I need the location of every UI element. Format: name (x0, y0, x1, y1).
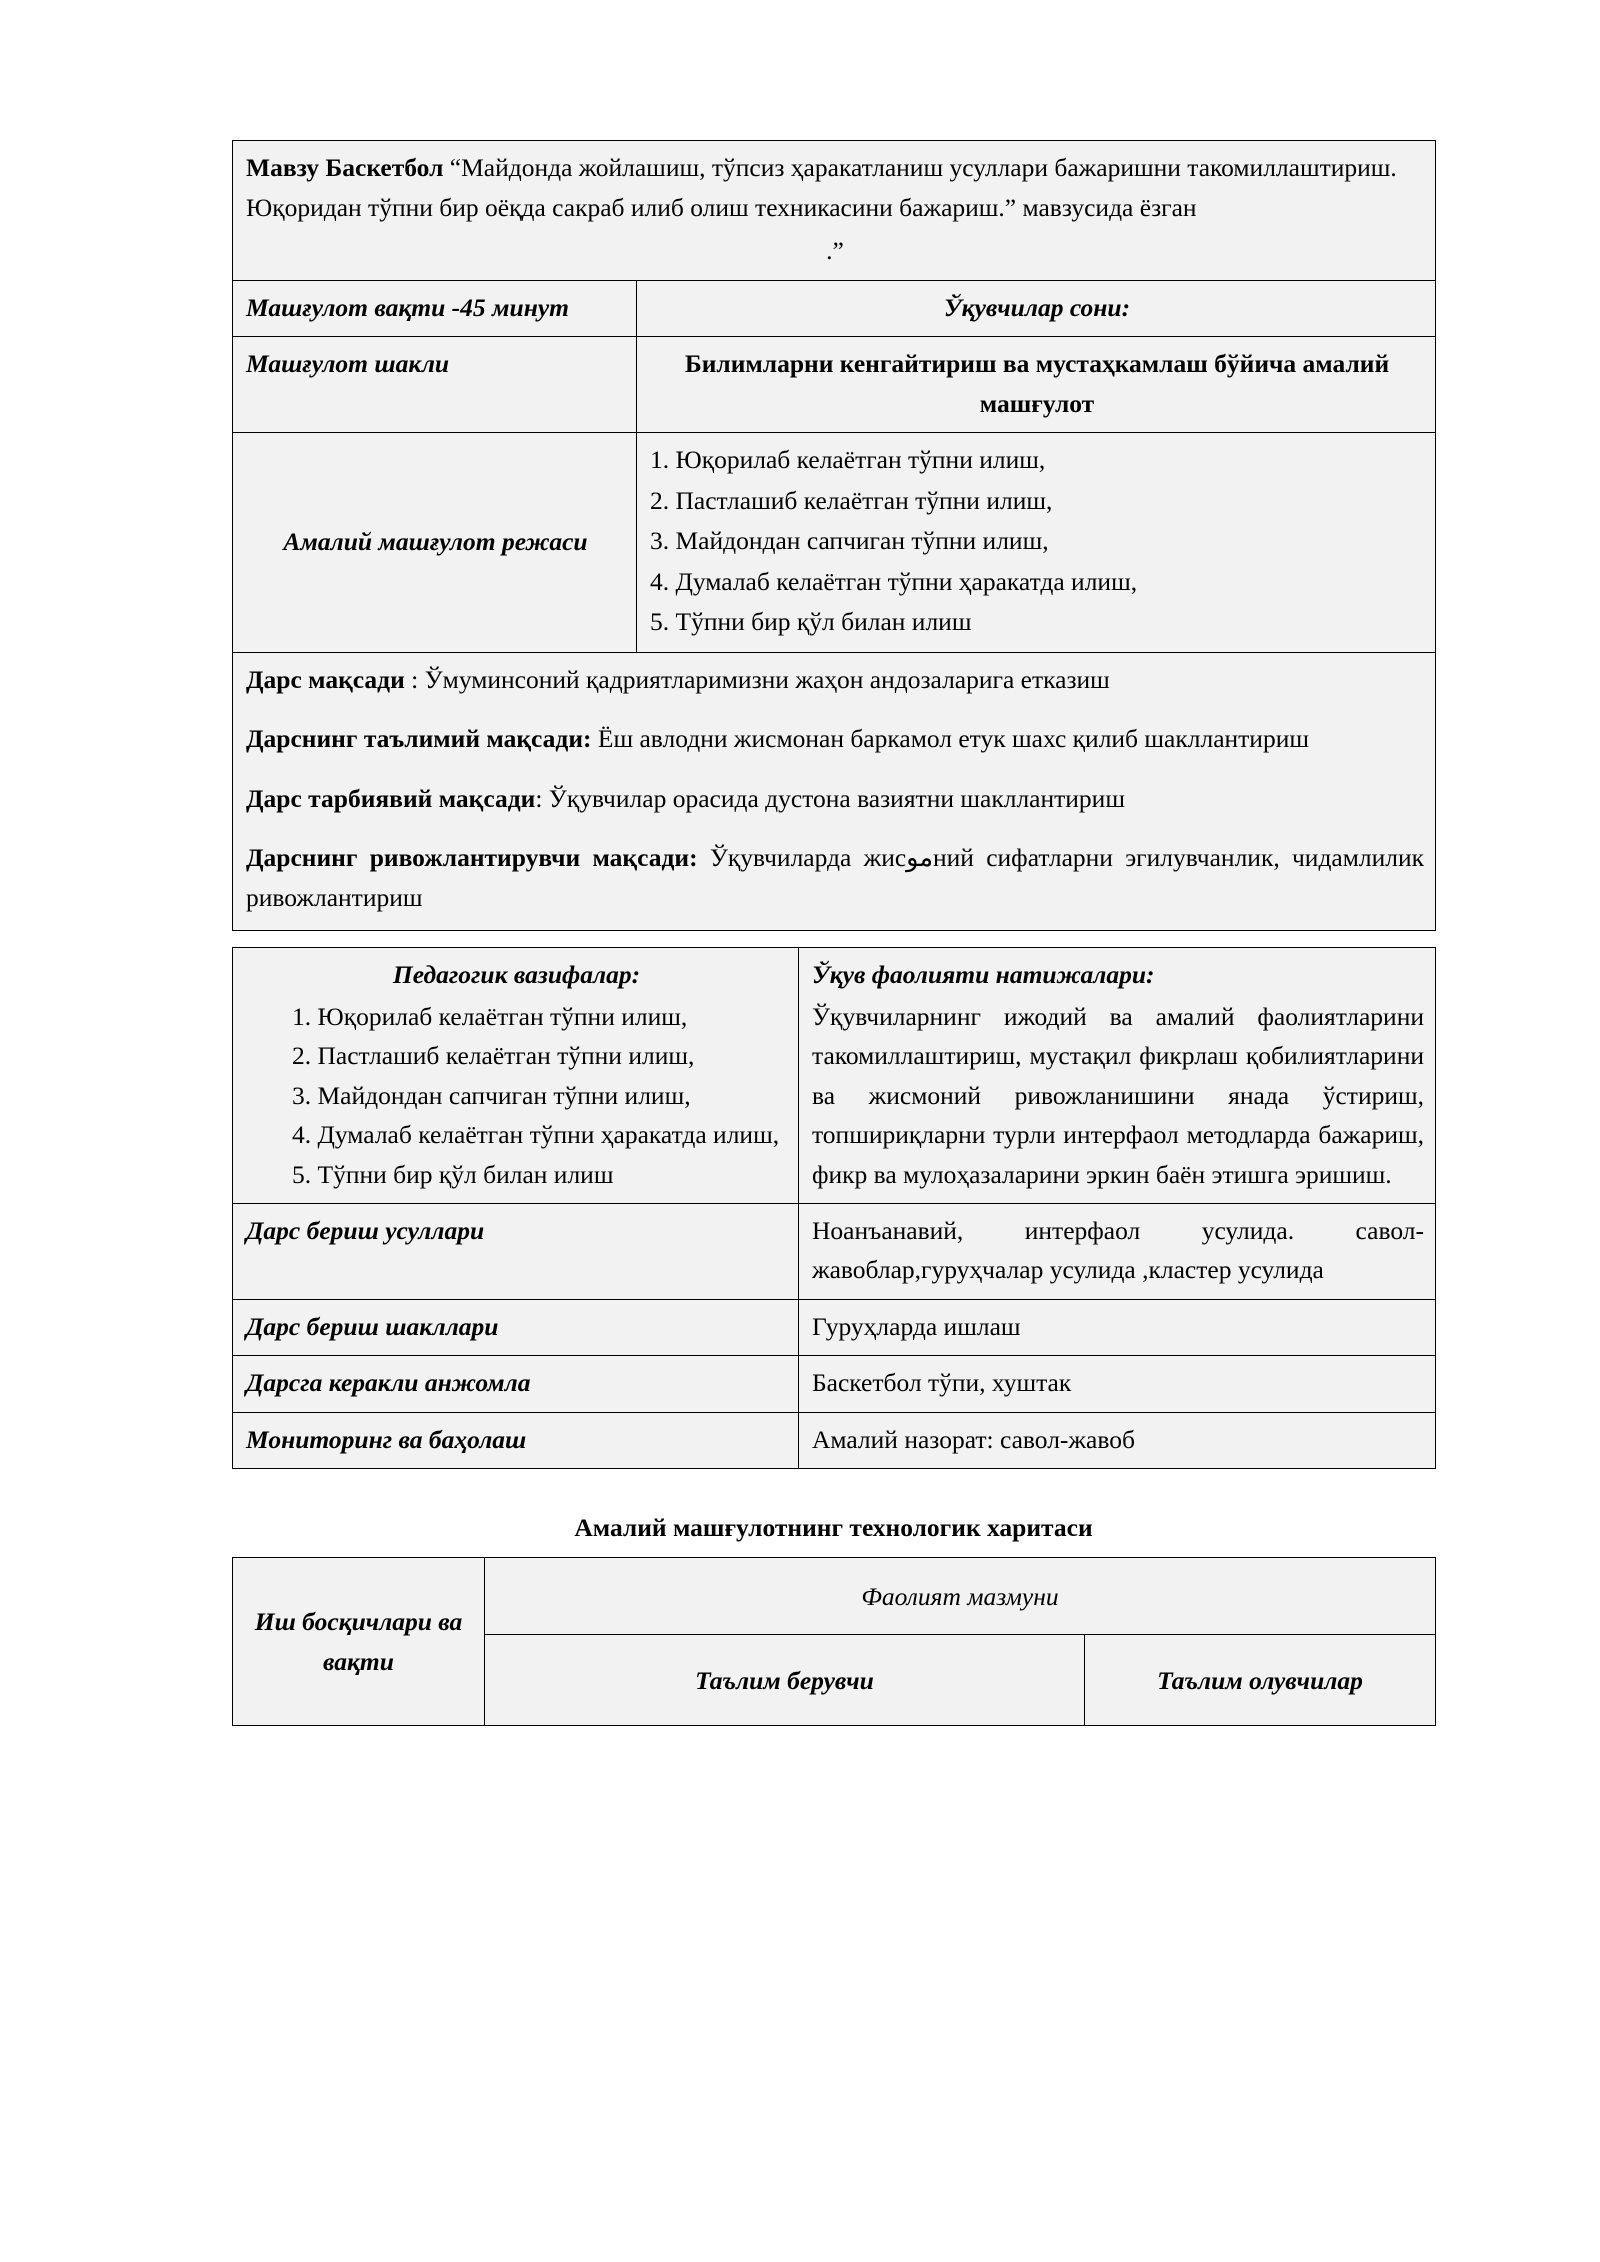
table-row-pedagogy (233, 948, 1436, 1204)
lesson-topic-label: Мавзу Баскетбол (246, 153, 444, 182)
list-item: 4. Думалаб келаётган тўпни ҳаракатда илиш, (650, 566, 1138, 596)
pedagogic-tasks-list (246, 997, 787, 1195)
goal-text-upbringing: Ўқувчилар орасида дустона вазиятни шакллантириш (548, 783, 1125, 813)
goal-text-developmental: Ўқувчиларда жисموний сифатларни эгилувчанлик, чидамлилик ривожлантириш (246, 843, 1425, 912)
lesson-topic-cell (233, 141, 1436, 281)
pedagogic-tasks-title: Педагогик вазифалар: (392, 960, 641, 990)
teaching-methods-text: Ноанъанавий, интерфаол усулида. савол-жавоблар,гуруҳчалар усулида ,кластер усулида (812, 1215, 1424, 1285)
learning-results-title: Ўқув фаолияти натижалари: (812, 960, 1155, 990)
list-item: 5. Тўпни бир қўл билан илиш (650, 607, 972, 637)
lesson-duration-label: Машғулот вақти -45 минут (233, 280, 637, 337)
list-item: 2. Пастлашиб келаётган тўпни илиш, (292, 1041, 695, 1071)
lesson-form-label: Машғулот шакли (233, 337, 637, 433)
map-student-header: Таълим олувчилар (1085, 1635, 1436, 1726)
goal-paragraph-educational (246, 719, 1424, 759)
practice-plan-label: Амалий машғулот режаси (233, 433, 637, 653)
map-stage-header: Иш босқичлари ва вақти (233, 1558, 485, 1726)
list-item: 3. Майдондан сапчиган тўпни илиш, (292, 1080, 691, 1110)
methods-table (232, 1203, 1436, 1470)
table-row-teaching-forms (233, 1299, 1436, 1356)
table-row-map-header (233, 1558, 1436, 1635)
lesson-topic-line1: “Майдонда жойлашиш, тўпсиз ҳаракатланиш усуллари бажаришни такомиллаштириш. (449, 153, 1397, 182)
goal-label-purpose: Дарс мақсади (246, 664, 405, 694)
lesson-form-value: Билимларни кенгайтириш ва мустаҳкамлаш бўйича амалий машғулот (637, 337, 1436, 433)
goal-sep-developmental (698, 843, 710, 872)
learning-results-text: Ўқувчиларнинг ижодий ва амалий фаолиятларини такомиллаштириш, мустақил фикрлаш қобилиятларини ва жисмоний ривожланишини янада ўстириш, топшириқларни турли интерфаол методларда бажариш, фикр ва мулоҳазаларини эркин баён этишга эришиш. (812, 1001, 1424, 1189)
technological-map-table (232, 1557, 1436, 1726)
map-activity-header: Фаолият мазмуни (485, 1558, 1436, 1635)
table-row-form (233, 337, 1436, 433)
goal-paragraph-developmental (246, 838, 1424, 917)
teaching-methods-value (799, 1203, 1436, 1299)
goal-label-educational: Дарснинг таълимий мақсади: (246, 724, 592, 754)
table-row-duration (233, 280, 1436, 337)
teaching-methods-label: Дарс бериш усуллари (233, 1203, 799, 1299)
goal-sep-purpose: : (404, 664, 425, 694)
monitoring-value: Амалий назорат: савол-жавоб (799, 1412, 1436, 1469)
list-item: 1. Юқорилаб келаётган тўпни илиш, (650, 445, 1046, 475)
lesson-info-table (232, 140, 1436, 931)
table-row-teaching-methods (233, 1203, 1436, 1299)
teaching-forms-label: Дарс бериш шакллари (233, 1299, 799, 1356)
teaching-forms-value: Гуруҳларда ишлаш (799, 1299, 1436, 1356)
list-item: 1. Юқорилаб келаётган тўпни илиш, (292, 1001, 688, 1031)
technological-map-title: Амалий машғулотнинг технологик харитаси (574, 1513, 1093, 1543)
practice-plan-cell (637, 433, 1436, 653)
equipment-value: Баскетбол тўпи, хуштак (799, 1356, 1436, 1413)
lesson-topic-paragraph (246, 148, 1424, 188)
lesson-topic-line3: .” (826, 236, 844, 266)
goal-paragraph-upbringing (246, 779, 1424, 819)
table-row-header (233, 141, 1436, 281)
list-item: 4. Думалаб келаётган тўпни ҳаракатда илиш, (292, 1120, 780, 1150)
student-count-label: Ўқувчилар сони: (637, 280, 1436, 337)
map-teacher-header: Таълим берувчи (485, 1635, 1085, 1726)
goal-text-educational: Ёш авлодни жисмонан баркамол етук шахс қилиб шакллантириш (597, 724, 1309, 754)
practice-plan-list (650, 440, 1424, 642)
table-row-monitoring (233, 1412, 1436, 1469)
equipment-label: Дарсга керакли анжомла (233, 1356, 799, 1413)
monitoring-label: Мониторинг ва баҳолаш (233, 1412, 799, 1469)
table-spacer-2 (232, 1469, 1435, 1513)
goal-text-purpose: Ўмуминсоний қадриятларимизни жаҳон андозаларига етказиш (424, 664, 1110, 694)
goal-paragraph-purpose (246, 660, 1424, 700)
pedagogic-tasks-cell (233, 948, 799, 1204)
table-row-goals (233, 652, 1436, 931)
learning-results-cell (799, 948, 1436, 1204)
table-spacer-1 (232, 931, 1435, 947)
list-item: 2. Пастлашиб келаётган тўпни илиш, (650, 485, 1053, 515)
table-row-plan (233, 433, 1436, 653)
table-row-equipment (233, 1356, 1436, 1413)
list-item: 3. Майдондан сапчиган тўпни илиш, (650, 526, 1049, 556)
goal-label-upbringing: Дарс тарбиявий мақсади (246, 783, 536, 813)
goal-label-developmental: Дарснинг ривожлантирувчи мақсади: (246, 843, 698, 873)
lesson-topic-line2: Юқоридан тўпни бир оёқда сакраб илиб олиш техникасини бажариш.” мавзусида ёзган (246, 192, 1197, 222)
pedagogy-table (232, 947, 1436, 1204)
lesson-goals-cell (233, 652, 1436, 931)
goal-sep-upbringing: : (535, 783, 549, 813)
list-item: 5. Тўпни бир қўл билан илиш (292, 1159, 614, 1189)
